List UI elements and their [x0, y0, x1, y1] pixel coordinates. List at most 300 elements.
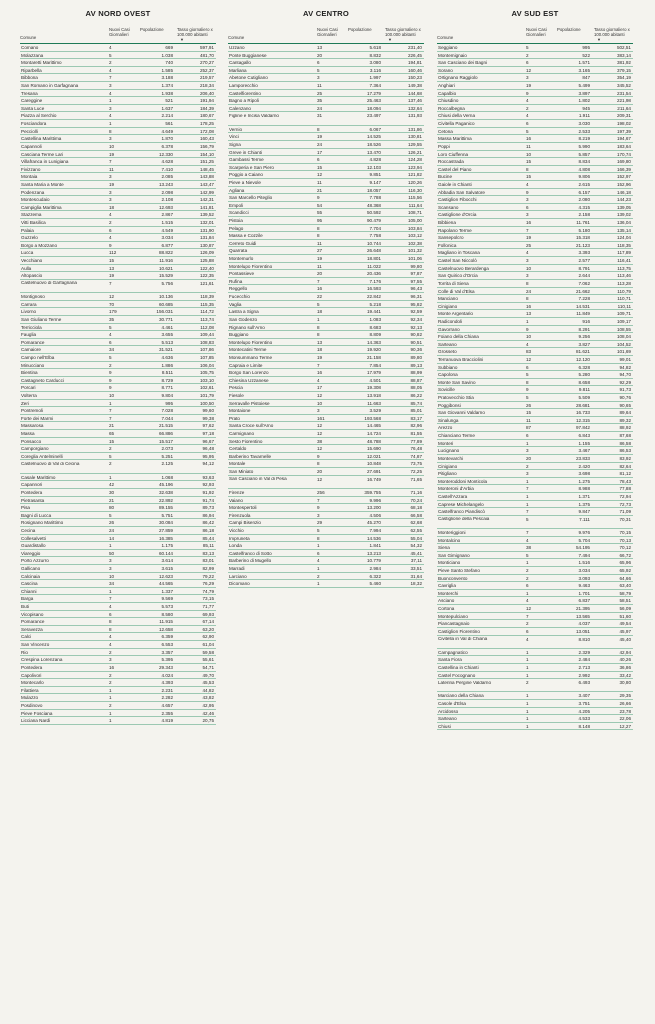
table-row — [20, 504, 216, 512]
cell-comune: Castelnuovo Berardenga — [438, 265, 489, 271]
cell-new-cases: 4 — [526, 537, 529, 543]
table-row — [228, 112, 424, 125]
cell-comune: Aulla — [21, 265, 32, 271]
cell-population: 7.788 — [369, 195, 381, 201]
cell-comune: Castiglion Fibocchi — [438, 197, 477, 203]
cell-comune: Pontedera — [21, 489, 43, 495]
cell-population: 7.062 — [578, 280, 590, 286]
cell-daily-rate: 90,36 — [410, 347, 422, 353]
cell-daily-rate: 97,62 — [202, 423, 214, 429]
cell-new-cases: 16 — [526, 136, 532, 142]
cell-comune: Follonica — [438, 242, 457, 248]
cell-comune: Pontedera — [21, 664, 43, 670]
cell-daily-rate: 109,17 — [616, 318, 631, 324]
cell-daily-rate: 379,15 — [616, 67, 631, 73]
cell-comune: Casciana Terme Lari — [21, 151, 64, 157]
cell-population: 15.690 — [366, 446, 381, 452]
table-row — [20, 301, 216, 309]
cell-new-cases: 8 — [526, 166, 529, 172]
cell-comune: Pratovecchio Stia — [438, 395, 474, 401]
cell-comune: Capannoli — [21, 143, 42, 149]
cell-daily-rate: 97,87 — [410, 271, 422, 277]
cell-population: 1.870 — [161, 136, 173, 142]
cell-new-cases: 6 — [526, 628, 529, 634]
cell-comune: Santa Luce — [21, 105, 45, 111]
cell-daily-rate: 29,35 — [619, 693, 631, 699]
cell-new-cases: 5 — [526, 372, 529, 378]
table-row — [437, 90, 633, 98]
table-row — [437, 364, 633, 372]
header-daily-rate[interactable]: Tasso giornaliero x 100.000 abitanti — [177, 27, 213, 37]
cell-new-cases: 1 — [109, 695, 112, 701]
cell-comune: Monte Argentario — [438, 311, 473, 317]
cell-new-cases: 3 — [109, 189, 112, 195]
cell-daily-rate: 101,79 — [199, 393, 214, 398]
cell-comune: Licciana Nardi — [21, 718, 51, 724]
cell-population: 1.938 — [161, 90, 173, 96]
cell-comune: Subbiano — [438, 364, 458, 370]
cell-comune: Vernio — [229, 126, 243, 132]
cell-daily-rate: 44,82 — [202, 687, 214, 693]
cell-population: 12.330 — [158, 151, 173, 157]
table-row — [228, 255, 424, 263]
cell-comune: Collesalvetti — [21, 535, 46, 541]
cell-population: 4.636 — [161, 354, 173, 360]
cell-daily-rate: 131,84 — [199, 235, 214, 241]
cell-population: 5.180 — [578, 227, 590, 233]
cell-daily-rate: 72,73 — [619, 501, 631, 507]
cell-comune: Tresana — [21, 90, 38, 96]
cell-daily-rate: 149,38 — [407, 83, 422, 89]
section-centro — [228, 6, 424, 588]
cell-population: 4.657 — [161, 702, 173, 708]
cell-comune: Piancastagnaio — [438, 621, 470, 627]
cell-population: 193.568 — [364, 415, 381, 421]
table-row — [228, 316, 424, 324]
cell-new-cases: 9 — [317, 505, 320, 511]
cell-new-cases: 9 — [317, 195, 320, 201]
cell-population: 2.644 — [578, 273, 590, 279]
cell-daily-rate: 62,55 — [410, 527, 422, 533]
cell-population: 19.920 — [366, 347, 381, 353]
table-row — [228, 339, 424, 347]
table-row — [20, 112, 216, 120]
table-row — [437, 135, 633, 143]
cell-comune: Piazza al Serchio — [21, 113, 57, 119]
cell-daily-rate: 88,87 — [410, 377, 422, 383]
cell-population: 18.057 — [366, 187, 381, 193]
cell-population: 9.256 — [578, 334, 590, 340]
cell-population: 1.375 — [578, 501, 590, 507]
cell-new-cases: 2 — [109, 680, 112, 686]
cell-new-cases: 8 — [526, 280, 529, 286]
cell-comune: Gavorrano — [438, 326, 460, 332]
cell-new-cases: 1 — [526, 700, 529, 706]
cell-daily-rate: 78,43 — [619, 478, 631, 484]
cell-comune: Firenzuola — [229, 512, 251, 518]
cell-daily-rate: 151,25 — [199, 159, 214, 165]
cell-population: 3.614 — [161, 558, 173, 564]
cell-comune: Fauglia — [21, 332, 37, 338]
cell-new-cases: 13 — [109, 265, 115, 271]
cell-new-cases: 21 — [109, 497, 115, 503]
table-row — [228, 557, 424, 565]
cell-new-cases: 20 — [317, 469, 323, 475]
cell-comune: San Godenzo — [229, 316, 258, 322]
cell-new-cases: 12 — [317, 446, 323, 452]
cell-comune: San Casciano in Val di Pesa — [229, 477, 287, 482]
cell-comune: Campo nell'Elba — [21, 354, 55, 360]
table-row — [228, 362, 424, 370]
cell-new-cases: 6 — [109, 611, 112, 617]
cell-population: 2.484 — [578, 657, 590, 663]
cell-new-cases: 11 — [317, 263, 322, 269]
table-row — [20, 519, 216, 527]
cell-population: 21.123 — [575, 242, 590, 248]
cell-new-cases: 7 — [109, 408, 112, 414]
cell-new-cases: 1 — [109, 718, 112, 724]
cell-new-cases: 6 — [317, 60, 320, 66]
cell-comune: Calci — [21, 634, 32, 640]
cell-population: 54.195 — [575, 545, 590, 551]
cell-population: 13.200 — [366, 505, 381, 511]
table-row — [228, 369, 424, 377]
cell-new-cases: 3 — [109, 558, 112, 564]
cell-population: 29.343 — [158, 664, 173, 670]
table-row — [437, 493, 633, 501]
cell-daily-rate: 76,29 — [202, 581, 214, 587]
cell-daily-rate: 79,22 — [202, 573, 214, 579]
cell-comune: Castiglione d'Orcia — [438, 212, 477, 218]
cell-population: 60.685 — [158, 301, 173, 307]
cell-comune: Castelfiorentino — [229, 90, 261, 96]
cell-population: 11.022 — [367, 263, 381, 269]
cell-comune: Pecciolli — [21, 128, 38, 134]
cell-new-cases: 38 — [317, 438, 323, 444]
cell-daily-rate: 131,86 — [407, 126, 422, 132]
table-row — [437, 672, 633, 680]
cell-population: 2.867 — [161, 212, 173, 218]
table-row — [228, 209, 424, 217]
cell-new-cases: 3 — [109, 197, 112, 203]
cell-comune: Fiesole — [229, 393, 244, 398]
cell-daily-rate: 85,11 — [202, 543, 214, 549]
cell-population: 13.918 — [366, 393, 381, 398]
cell-new-cases: 6 — [109, 339, 112, 345]
header-daily-rate[interactable]: Tasso giornaliero x 100.000 abitanti — [385, 27, 421, 37]
cell-comune: San Giuliano Terme — [21, 316, 62, 322]
cell-daily-rate: 23,78 — [619, 708, 631, 714]
cell-population: 15.529 — [158, 273, 173, 279]
cell-daily-rate: 55,61 — [202, 657, 214, 663]
cell-daily-rate: 152,97 — [616, 174, 631, 180]
cell-daily-rate: 142,31 — [199, 197, 214, 203]
cell-new-cases: 15 — [526, 159, 532, 165]
cell-population: 5.499 — [578, 83, 590, 89]
cell-new-cases: 20 — [526, 455, 532, 461]
cell-new-cases: 2 — [109, 446, 112, 452]
cell-daily-rate: 42,95 — [202, 702, 214, 708]
table-row — [20, 219, 216, 227]
cell-daily-rate: 345,52 — [616, 83, 631, 89]
cell-population: 3.529 — [369, 408, 381, 414]
cell-new-cases: 1 — [526, 493, 529, 499]
cell-population: 7.494 — [578, 552, 590, 558]
cell-daily-rate: 114,72 — [200, 309, 214, 315]
cell-population: 3.165 — [578, 67, 590, 73]
cell-daily-rate: 502,51 — [616, 45, 631, 50]
cell-daily-rate: 64,66 — [619, 575, 631, 581]
cell-comune: Castel San Niccolò — [438, 258, 477, 264]
table-row — [228, 133, 424, 141]
table-row — [437, 613, 633, 621]
cell-population: 6.553 — [161, 642, 173, 648]
table-row — [20, 649, 216, 657]
cell-comune: Roccastrada — [438, 159, 464, 165]
cell-population: 2.214 — [161, 113, 173, 119]
cell-daily-rate: 135,14 — [616, 227, 631, 233]
table-row — [20, 392, 216, 400]
cell-new-cases: 11 — [317, 83, 322, 89]
cell-new-cases: 70 — [109, 301, 115, 307]
cell-population: 2.992 — [578, 672, 590, 678]
table-row — [20, 105, 216, 113]
cell-daily-rate: 108,04 — [616, 334, 631, 340]
cell-comune: Buggiano — [229, 332, 249, 338]
table-row — [437, 151, 633, 159]
cell-daily-rate: 105,75 — [199, 370, 214, 376]
table-row — [437, 470, 633, 478]
cell-daily-rate: 99,80 — [410, 263, 422, 269]
cell-new-cases: 17 — [317, 385, 323, 391]
sort-descending-icon[interactable]: ▼ — [597, 37, 601, 42]
cell-new-cases: 2 — [526, 52, 529, 58]
cell-population: 21.158 — [366, 354, 381, 360]
cell-comune: Civitella Paganico — [438, 121, 475, 127]
cell-new-cases: 17 — [317, 149, 323, 155]
table-row — [437, 432, 633, 440]
table-row — [437, 544, 633, 552]
cell-daily-rate: 104,52 — [616, 341, 631, 347]
table-row — [437, 700, 633, 708]
table-row — [20, 249, 216, 257]
cell-daily-rate: 116,41 — [617, 258, 631, 264]
table-row — [437, 204, 633, 212]
cell-comune: Terranuova Bracciolini — [438, 356, 484, 362]
cell-new-cases: 1 — [526, 664, 529, 670]
cell-new-cases: 2 — [109, 60, 112, 66]
cell-population: 6.378 — [161, 143, 173, 149]
cell-daily-rate: 71,09 — [619, 509, 631, 515]
table-header — [228, 22, 424, 44]
cell-comune: Guardistallo — [21, 543, 46, 549]
cell-daily-rate: 86,18 — [202, 527, 214, 533]
cell-population: 3.188 — [161, 75, 173, 81]
cell-daily-rate: 12,27 — [619, 723, 631, 729]
cell-population: 18.801 — [366, 256, 381, 262]
cell-daily-rate: 37,11 — [410, 558, 422, 564]
table-row — [437, 112, 633, 120]
table-row — [20, 474, 216, 482]
cell-population: 14.724 — [366, 431, 381, 437]
cell-new-cases: 95 — [317, 217, 323, 223]
cell-population: 3.030 — [578, 121, 590, 127]
cell-population: 12.658 — [158, 626, 173, 632]
table-row — [437, 120, 633, 128]
cell-new-cases: 3 — [109, 657, 112, 663]
table-row — [20, 90, 216, 98]
table-row — [437, 636, 633, 649]
cell-comune: Vinci — [229, 134, 239, 140]
cell-new-cases: 26 — [109, 520, 115, 526]
table-row — [437, 649, 633, 657]
cell-daily-rate: 111,64 — [408, 202, 422, 208]
cell-comune: Casale Marittimo — [21, 474, 56, 480]
table-row — [228, 217, 424, 225]
table-row — [20, 74, 216, 82]
sort-descending-icon[interactable]: ▼ — [180, 37, 184, 42]
cell-daily-rate: 115,35 — [200, 301, 214, 307]
cell-new-cases: 1 — [109, 710, 112, 716]
cell-new-cases: 8 — [526, 296, 529, 302]
cell-comune: Castelfranco di Sotto — [229, 550, 272, 556]
cell-population: 3.357 — [161, 649, 173, 655]
cell-comune: Montecarlo — [21, 680, 44, 686]
cell-population: 6.157 — [578, 189, 590, 195]
cell-comune: San Romano in Garfagnana — [21, 83, 79, 89]
cell-new-cases: 16 — [317, 286, 323, 292]
cell-population: 2.420 — [578, 463, 590, 469]
cell-daily-rate: 49,54 — [619, 621, 631, 627]
cell-daily-rate: 118,35 — [617, 242, 631, 248]
cell-population: 8.658 — [578, 379, 590, 385]
cell-population: 8.810 — [578, 636, 590, 642]
cell-new-cases: 19 — [526, 235, 532, 241]
table-row — [437, 664, 633, 672]
cell-comune: Comano — [21, 45, 39, 50]
table-row — [20, 331, 216, 339]
cell-comune: Sansepolcro — [438, 235, 464, 241]
table-row — [437, 679, 633, 692]
cell-daily-rate: 109,44 — [199, 332, 214, 338]
cell-population: 10.779 — [366, 558, 381, 564]
cell-population: 945 — [582, 105, 590, 111]
table-row — [437, 409, 633, 417]
cell-population: 5.573 — [161, 604, 173, 610]
cell-population: 9.851 — [369, 172, 381, 178]
table-row — [437, 189, 633, 197]
cell-new-cases: 6 — [526, 60, 529, 66]
table-body — [20, 44, 216, 725]
cell-comune: Pietrasanta — [21, 497, 45, 503]
table-row — [437, 386, 633, 394]
cell-daily-rate: 197,39 — [616, 128, 631, 134]
cell-comune: Castelfranco Piandiscò — [438, 509, 485, 515]
cell-population: 1.337 — [161, 588, 173, 594]
cell-new-cases: 1 — [526, 672, 529, 678]
cell-daily-rate: 89,80 — [410, 354, 422, 360]
cell-daily-rate: 112,08 — [200, 324, 214, 330]
cell-daily-rate: 122,40 — [199, 265, 214, 271]
cell-comune: Vitti Basilica — [21, 220, 46, 226]
cell-new-cases: 3 — [109, 83, 112, 89]
cell-comune: San Giovanni Valdarno — [438, 410, 485, 416]
cell-new-cases: 2 — [526, 463, 529, 469]
cell-comune: Reggello — [229, 286, 248, 292]
cell-new-cases: 4 — [526, 181, 529, 187]
table-row — [437, 318, 633, 326]
cell-population: 16.385 — [158, 535, 173, 541]
table-row — [228, 497, 424, 505]
cell-population: 48.368 — [366, 202, 381, 208]
cell-daily-rate: 93,63 — [202, 474, 214, 480]
table-row — [228, 202, 424, 210]
cell-population: 995 — [582, 45, 590, 50]
section-title: AV SUD EST — [511, 9, 559, 18]
cell-comune: Vaiano — [229, 497, 243, 503]
cell-population: 4.828 — [369, 157, 381, 163]
cell-daily-rate: 122,35 — [199, 273, 214, 279]
cell-comune: Lastra a Signa — [229, 309, 259, 315]
table-row — [20, 143, 216, 151]
cell-population: 18.526 — [366, 141, 381, 147]
table-row — [20, 196, 216, 204]
cell-population: 2.282 — [161, 695, 173, 701]
cell-population: 22.892 — [158, 497, 173, 503]
cell-new-cases: 7 — [526, 486, 529, 492]
cell-comune: Agliana — [229, 187, 245, 193]
cell-daily-rate: 211,64 — [617, 105, 631, 111]
cell-new-cases: 34 — [109, 581, 115, 587]
cell-population: 13.051 — [575, 628, 590, 634]
cell-comune: Gambassi Terme — [229, 157, 264, 163]
cell-new-cases: 4 — [526, 341, 529, 347]
cell-comune: Santa Croce sull'Arno — [229, 423, 274, 429]
cell-population: 12.623 — [158, 573, 173, 579]
cell-population: 32.638 — [158, 489, 173, 495]
cell-comune: San Marcello Piteglio — [229, 195, 273, 201]
table-row — [228, 489, 424, 497]
cell-daily-rate: 96,48 — [202, 446, 214, 452]
cell-population: 5.618 — [369, 45, 381, 50]
cell-daily-rate: 109,71 — [616, 311, 631, 317]
cell-daily-rate: 130,87 — [199, 242, 214, 248]
sort-descending-icon[interactable]: ▼ — [388, 37, 392, 42]
cell-comune: Crespina Lorenzana — [21, 657, 63, 663]
cell-population: 30.084 — [158, 520, 173, 526]
cell-daily-rate: 100,50 — [199, 400, 214, 406]
cell-new-cases: 38 — [526, 545, 532, 551]
cell-population: 19.441 — [366, 309, 381, 315]
cell-new-cases: 2 — [526, 621, 529, 627]
cell-comune: Londa — [229, 543, 242, 549]
table-row — [20, 234, 216, 242]
table-row — [437, 371, 633, 379]
cell-comune: Filattiera — [21, 687, 39, 693]
cell-comune: Montelupo Fiorentino — [229, 339, 273, 345]
table-row — [20, 369, 216, 377]
cell-new-cases: 5 — [526, 45, 529, 50]
cell-comune: Camporgiano — [21, 446, 49, 452]
cell-daily-rate: 139,05 — [616, 204, 631, 210]
cell-new-cases: 13 — [317, 339, 323, 345]
table-row — [437, 105, 633, 113]
table-row — [20, 44, 216, 52]
cell-new-cases: 22 — [317, 294, 323, 300]
cell-daily-rate: 86,42 — [202, 520, 214, 526]
header-daily-rate[interactable]: Tasso giornaliero x 100.000 abitanti — [594, 27, 630, 37]
cell-daily-rate: 94,12 — [202, 461, 214, 467]
